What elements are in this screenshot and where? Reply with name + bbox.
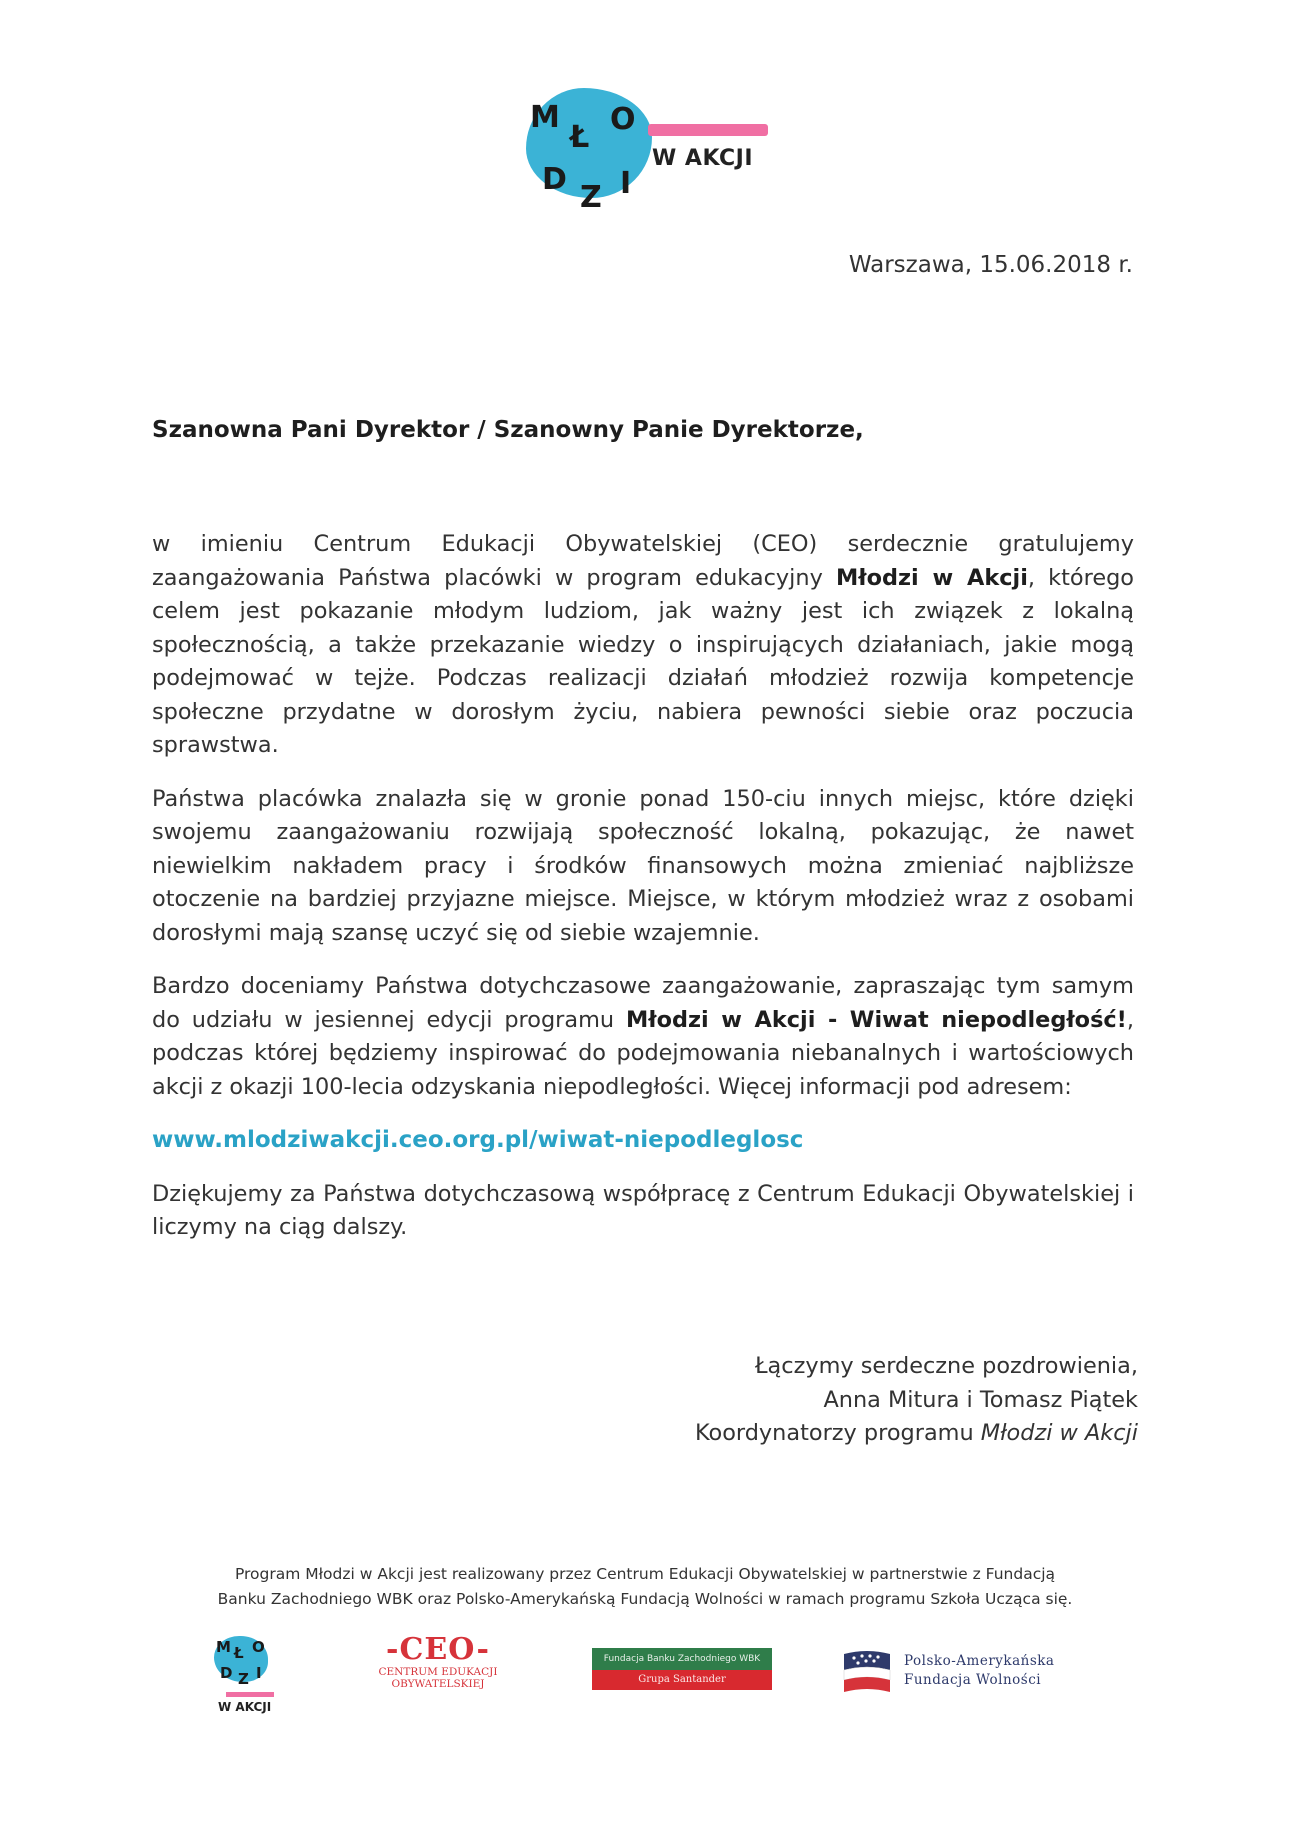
logo-letter: O: [610, 102, 636, 137]
program-name: Młodzi w Akcji: [835, 564, 1028, 591]
signature-greeting: Łączymy serdeczne pozdrowienia,: [754, 1353, 1138, 1379]
partner-ceo-logo: [376, 1634, 500, 1694]
letter-date: Warszawa, 15.06.2018 r.: [848, 252, 1133, 278]
paragraph-4: Dziękujemy za Państwa dotychczasową współpracę z Centrum Edukacji Obywatelskiej i liczymy na ciąg dalszy.: [152, 1180, 1134, 1240]
partner-bzwbk-logo: [592, 1648, 772, 1692]
partner-mlodzi-logo: [212, 1636, 282, 1724]
paragraph-text: w imieniu Centrum Edukacji Obywatelskiej (CEO) serdecznie gratulujemy zaangażowania Państwa placówki w program edukacyjny: [152, 531, 1134, 591]
link-paragraph: [152, 1124, 1134, 1158]
footer-note-line: Banku Zachodniego WBK oraz Polsko-Amerykańską Fundacją Wolności w ramach programu Szkoła Ucząca się.: [217, 1590, 1073, 1608]
footer-note: [150, 1562, 1140, 1612]
logo-letter: O: [252, 1638, 265, 1656]
bzwbk-bottom: Grupa Santander: [592, 1670, 772, 1690]
program-edition-name: Młodzi w Akcji - Wiwat niepodległość!: [626, 1006, 1127, 1033]
signature-role-text: Koordynatorzy programu: [694, 1420, 981, 1446]
pafw-line: Polsko-Amerykańska: [904, 1653, 1055, 1669]
logo-tagline: W AKCJI: [652, 146, 754, 171]
logo-letter: D: [220, 1664, 233, 1682]
logo-pink-bar: [226, 1692, 274, 1697]
program-link[interactable]: www.mlodziwakcji.ceo.org.pl/wiwat-niepodleglosc: [152, 1127, 804, 1153]
pafw-flag-icon: [842, 1648, 892, 1694]
letter-body: [152, 528, 1134, 1265]
partner-pafw-logo: [842, 1648, 1082, 1698]
logo-letter: I: [620, 166, 632, 201]
paragraph-1: [152, 528, 1134, 763]
footer-note-line: Program Młodzi w Akcji jest realizowany przez Centrum Edukacji Obywatelskiej w partnerstwie z Fundacją: [234, 1565, 1056, 1583]
logo-letter: D: [542, 162, 567, 197]
logo-letter: M: [530, 100, 560, 135]
salutation: Szanowna Pani Dyrektor / Szanowny Panie Dyrektorze,: [152, 417, 864, 443]
logo-letter: Z: [238, 1670, 249, 1688]
logo-tagline: W AKCJI: [218, 1700, 272, 1714]
ceo-line: OBYWATELSKIEJ: [391, 1678, 485, 1690]
paragraph-text: , którego celem jest pokazanie młodym ludziom, jak ważny jest ich związek z lokalną społecznością, a także przekazanie wiedzy o inspirujących działaniach, jakie mogą podejmować w tejże. Podczas realizacji działań młodzież rozwija kompetencje społeczne przydatne w dorosłym życiu, nabiera pewności siebie oraz poczucia sprawstwa.: [152, 564, 1135, 758]
partner-logos: [0, 1630, 1290, 1730]
signature-program-name: Młodzi w Akcji: [980, 1420, 1138, 1446]
pafw-line: Fundacja Wolności: [904, 1672, 1042, 1688]
paragraph-text: , podczas której będziemy inspirować do podejmowania niebanalnych i wartościowych akcji z okazji 100-lecia odzyskania niepodległości. Więcej informacji pod adresem:: [152, 1006, 1135, 1100]
logo-letter: Ł: [570, 120, 590, 155]
logo-letter: Ł: [234, 1644, 244, 1662]
logo-letter: I: [256, 1664, 262, 1682]
signature-role: [695, 1417, 1138, 1451]
paragraph-text: Bardzo doceniamy Państwa dotychczasowe zaangażowanie, zapraszając tym samym do udziału w jesiennej edycji programu: [152, 973, 1134, 1033]
bzwbk-top: Fundacja Banku Zachodniego WBK: [592, 1648, 772, 1670]
signature-names: Anna Mitura i Tomasz Piątek: [823, 1386, 1138, 1413]
mlodzi-w-akcji-logo: [520, 80, 780, 215]
ceo-line: CENTRUM EDUKACJI: [378, 1666, 498, 1678]
paragraph-3: [152, 970, 1134, 1104]
logo-letter: M: [216, 1638, 231, 1656]
logo-pink-bar: [648, 124, 768, 136]
paragraph-2: Państwa placówka znalazła się w gronie ponad 150-ciu innych miejsc, które dzięki swojemu zaangażowaniu rozwijają społeczność lokalną, pokazując, że nawet niewielkim nakładem pracy i środków finansowych można zmieniać najbliższe otoczenie na bardziej przyjazne miejsce. Miejsce, w którym młodzież wraz z osobami dorosłymi mają szansę uczyć się od siebie wzajemnie.: [152, 785, 1134, 946]
logo-letter: Z: [580, 180, 602, 215]
ceo-wordmark: -CEO-: [386, 1632, 490, 1667]
pafw-text: [904, 1652, 1054, 1690]
signature-block: [695, 1350, 1138, 1451]
